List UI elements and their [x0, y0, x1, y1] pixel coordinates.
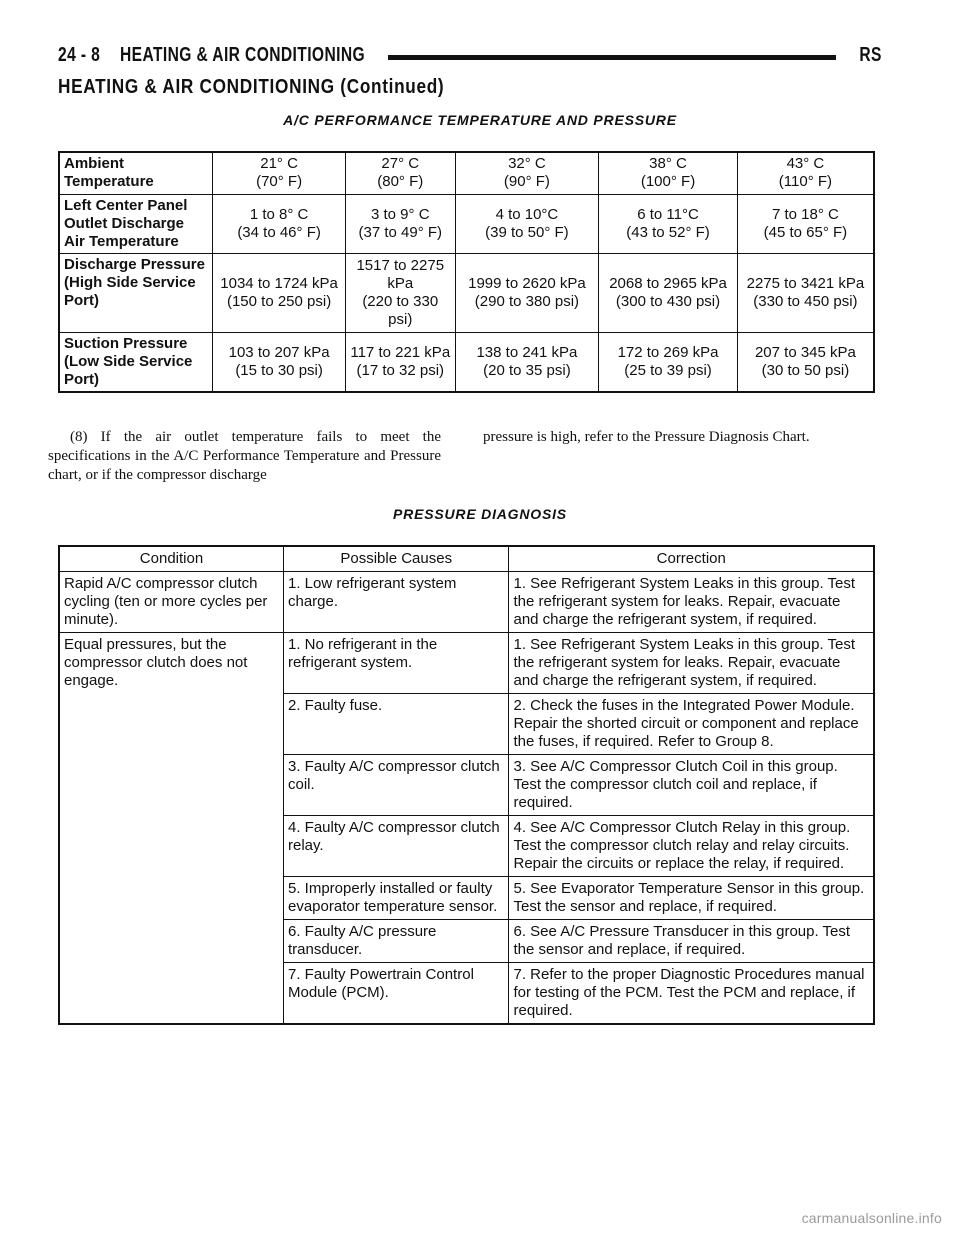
cell-line: 103 to 207 kPa: [228, 343, 330, 361]
cell-line: (30 to 50 psi): [761, 361, 850, 379]
page-number: 24 - 8: [58, 44, 101, 66]
performance-row: [59, 194, 874, 253]
cell-line: (220 to 330 psi): [362, 292, 439, 328]
performance-cell: [345, 152, 455, 194]
diagnosis-row: [59, 572, 874, 633]
correction-cell: 5. See Evaporator Temperature Sensor in this group. Test the sensor and replace, if required.: [509, 877, 874, 920]
cause-cell: 7. Faulty Powertrain Control Module (PCM).: [283, 963, 509, 1025]
performance-row: [59, 253, 874, 332]
performance-cell: [345, 332, 455, 392]
cell-line: 172 to 269 kPa: [617, 343, 719, 361]
cell-line: 27° C: [381, 155, 420, 173]
correction-cell: 4. See A/C Compressor Clutch Relay in this group. Test the compressor clutch relay and relay circuits. Repair the circuits or replace the relay, if required.: [509, 816, 874, 877]
header-correction: Correction: [509, 546, 874, 572]
cell-line: (100° F): [640, 173, 696, 191]
cell-line: 2275 to 3421 kPa: [746, 274, 865, 292]
performance-cell: [599, 152, 738, 194]
performance-table: [58, 151, 875, 393]
section-title: HEATING & AIR CONDITIONING (Continued): [58, 76, 445, 98]
cell-line: (90° F): [503, 173, 550, 191]
performance-table-title: A/C PERFORMANCE TEMPERATURE AND PRESSURE: [283, 112, 677, 128]
cell-line: (25 to 39 psi): [624, 361, 712, 379]
performance-cell: [737, 332, 874, 392]
chapter-title: HEATING & AIR CONDITIONING: [120, 44, 366, 66]
header-possible-causes: Possible Causes: [283, 546, 509, 572]
paragraph-right: pressure is high, refer to the Pressure Diagnosis Chart.: [483, 429, 810, 445]
cell-line: (20 to 35 psi): [483, 361, 571, 379]
cell-line: 21° C: [260, 155, 298, 173]
cause-cell: 1. No refrigerant in the refrigerant system.: [283, 633, 509, 694]
performance-cell: [599, 194, 738, 253]
cell-line: (150 to 250 psi): [226, 292, 332, 310]
cell-line: 38° C: [649, 155, 687, 173]
cause-cell: 6. Faulty A/C pressure transducer.: [283, 920, 509, 963]
watermark: carmanualsonline.info: [801, 1210, 942, 1226]
row-label: Ambient Temperature: [59, 152, 213, 194]
performance-cell: [599, 253, 738, 332]
performance-cell: [213, 253, 346, 332]
cell-line: (80° F): [377, 173, 424, 191]
performance-cell: [455, 253, 599, 332]
correction-cell: 7. Refer to the proper Diagnostic Procedures manual for testing of the PCM. Test the PCM and replace, if required.: [509, 963, 874, 1025]
cause-cell: 3. Faulty A/C compressor clutch coil.: [283, 755, 509, 816]
cell-line: 207 to 345 kPa: [754, 343, 856, 361]
row-label: Discharge Pressure (High Side Service Port): [59, 253, 213, 332]
correction-cell: 3. See A/C Compressor Clutch Coil in this group. Test the compressor clutch coil and replace, if required.: [509, 755, 874, 816]
diagnosis-header-row: [59, 546, 874, 572]
cell-line: (37 to 49° F): [358, 223, 443, 241]
page-header: [58, 44, 882, 74]
performance-cell: [737, 253, 874, 332]
cause-cell: 4. Faulty A/C compressor clutch relay.: [283, 816, 509, 877]
performance-cell: [455, 194, 599, 253]
performance-cell: [345, 194, 455, 253]
cell-line: (290 to 380 psi): [474, 292, 580, 310]
cell-line: (45 to 65° F): [763, 223, 848, 241]
performance-row: [59, 332, 874, 392]
cause-cell: 2. Faulty fuse.: [283, 694, 509, 755]
performance-cell: [737, 152, 874, 194]
cell-line: 3 to 9° C: [371, 205, 430, 223]
diagnosis-table: [58, 545, 875, 1025]
cause-cell: 1. Low refrigerant system charge.: [283, 572, 509, 633]
cell-line: (70° F): [256, 173, 303, 191]
cell-line: 1999 to 2620 kPa: [468, 274, 586, 292]
cell-line: (39 to 50° F): [485, 223, 569, 241]
model-code: RS: [859, 44, 882, 66]
cell-line: (15 to 30 psi): [235, 361, 323, 379]
condition-cell: Rapid A/C compressor clutch cycling (ten or more cycles per minute).: [59, 572, 283, 633]
row-label: Suction Pressure (Low Side Service Port): [59, 332, 213, 392]
condition-cell: Equal pressures, but the compressor clutch does not engage.: [59, 633, 283, 1025]
cell-line: 7 to 18° C: [771, 205, 839, 223]
header-rule: [388, 55, 836, 60]
cell-line: (17 to 32 psi): [356, 361, 445, 379]
paragraph-left: (8) If the air outlet temperature fails to meet the specifications in the A/C Performance Temperature and Pressure chart, or if the compressor discharge: [48, 429, 441, 483]
cell-line: (330 to 450 psi): [753, 292, 858, 310]
performance-cell: [455, 332, 599, 392]
cell-line: (110° F): [778, 173, 833, 191]
diagnosis-table-title: PRESSURE DIAGNOSIS: [393, 506, 567, 522]
correction-cell: 2. Check the fuses in the Integrated Power Module. Repair the shorted circuit or component and replace the fuses, if required. Refer to Group 8.: [509, 694, 874, 755]
cell-line: 32° C: [508, 155, 546, 173]
cell-line: 1517 to 2275 kPa: [356, 256, 445, 292]
performance-cell: [737, 194, 874, 253]
performance-cell: [213, 332, 346, 392]
cell-line: (300 to 430 psi): [615, 292, 721, 310]
cell-line: 1 to 8° C: [249, 205, 309, 223]
cell-line: 1034 to 1724 kPa: [220, 274, 338, 292]
cell-line: 6 to 11°C: [637, 205, 699, 223]
cell-line: (34 to 46° F): [237, 223, 321, 241]
performance-cell: [455, 152, 599, 194]
cell-line: (43 to 52° F): [626, 223, 710, 241]
cell-line: 43° C: [786, 155, 825, 173]
performance-cell: [345, 253, 455, 332]
performance-row: [59, 152, 874, 194]
cell-line: 4 to 10°C: [495, 205, 559, 223]
performance-cell: [599, 332, 738, 392]
cell-line: 138 to 241 kPa: [476, 343, 578, 361]
row-label: Left Center Panel Outlet Discharge Air Temperature: [59, 194, 213, 253]
correction-cell: 6. See A/C Pressure Transducer in this group. Test the sensor and replace, if required.: [509, 920, 874, 963]
performance-cell: [213, 152, 346, 194]
cell-line: 117 to 221 kPa: [350, 343, 451, 361]
header-condition: Condition: [59, 546, 283, 572]
correction-cell: 1. See Refrigerant System Leaks in this group. Test the refrigerant system for leaks. Repair, evacuate and charge the refrigerant system, if required.: [509, 633, 874, 694]
cause-cell: 5. Improperly installed or faulty evaporator temperature sensor.: [283, 877, 509, 920]
correction-cell: 1. See Refrigerant System Leaks in this group. Test the refrigerant system for leaks. Repair, evacuate and charge the refrigerant system, if required.: [509, 572, 874, 633]
performance-cell: [213, 194, 346, 253]
diagnosis-row: [59, 633, 874, 694]
cell-line: 2068 to 2965 kPa: [609, 274, 727, 292]
